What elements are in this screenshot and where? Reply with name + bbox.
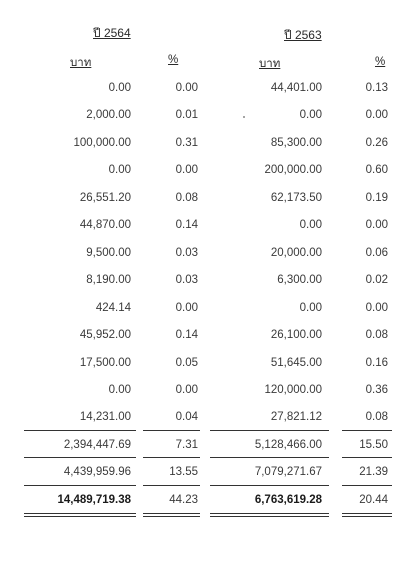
row-8-amount-2564: 8,190.00: [86, 274, 131, 286]
row-4-percent-2564: 0.00: [175, 164, 198, 176]
row-3-amount-2563: 85,300.00: [270, 137, 322, 149]
row-8-percent-2563: 0.02: [365, 274, 388, 286]
row-2-percent-2563: 0.00: [365, 109, 388, 121]
row-4-percent-2563: 0.60: [365, 164, 388, 176]
row-5-amount-2564: 26,551.20: [79, 192, 131, 204]
row-9-amount-2563: 0.00: [299, 302, 322, 314]
row-1-amount-2563: 44,401.00: [270, 82, 322, 94]
row-7-percent-2564: 0.03: [175, 247, 198, 259]
double-rule-total-col1: [24, 513, 136, 517]
row-16-amount-2564: 14,489,719.38: [57, 494, 131, 506]
row-7-amount-2563: 20,000.00: [270, 247, 322, 259]
row-7-percent-2563: 0.06: [365, 247, 388, 259]
row-5-percent-2564: 0.08: [175, 192, 198, 204]
rule-above-subtotal-col3: [210, 430, 329, 431]
rule-above-total-col3: [210, 485, 329, 486]
row-5-amount-2563: 62,173.50: [270, 192, 322, 204]
row-6-percent-2563: 0.00: [365, 219, 388, 231]
row-2-amount-2563: 0.00: [299, 109, 322, 121]
row-13-amount-2563: 27,821.12: [270, 411, 322, 423]
row-10-percent-2563: 0.08: [365, 329, 388, 341]
row-11-amount-2563: 51,645.00: [270, 357, 322, 369]
row-12-amount-2564: 0.00: [108, 384, 131, 396]
row-16-percent-2563: 20.44: [359, 494, 388, 506]
baht-label-2563: บาท: [259, 58, 281, 70]
row-8-percent-2564: 0.03: [175, 274, 198, 286]
row-1-percent-2563: 0.13: [365, 82, 388, 94]
year-2563-header: ปี 2563: [284, 28, 322, 42]
row-11-percent-2563: 0.16: [365, 357, 388, 369]
row-9-percent-2563: 0.00: [365, 302, 388, 314]
row-14-percent-2564: 7.31: [175, 439, 198, 451]
rule-between-subtotals-col1: [24, 457, 136, 458]
rule-above-total-col4: [342, 485, 392, 486]
row-9-amount-2564: 424.14: [95, 302, 131, 314]
row-6-amount-2563: 0.00: [299, 219, 322, 231]
row-12-percent-2564: 0.00: [175, 384, 198, 396]
row-11-amount-2564: 17,500.00: [79, 357, 131, 369]
row-10-percent-2564: 0.14: [175, 329, 198, 341]
double-rule-total-col2: [143, 513, 200, 517]
rule-between-subtotals-col3: [210, 457, 329, 458]
row-6-amount-2564: 44,870.00: [79, 219, 131, 231]
rule-above-subtotal-col2: [143, 430, 200, 431]
row-15-amount-2564: 4,439,959.96: [63, 466, 131, 478]
row-3-percent-2564: 0.31: [175, 137, 198, 149]
rule-above-subtotal-col1: [24, 430, 136, 431]
double-rule-total-col4: [342, 513, 392, 517]
row-1-amount-2564: 0.00: [108, 82, 131, 94]
row-5-percent-2563: 0.19: [365, 192, 388, 204]
row-2-percent-2564: 0.01: [175, 109, 198, 121]
row-12-percent-2563: 0.36: [365, 384, 388, 396]
row-14-amount-2563: 5,128,466.00: [254, 439, 322, 451]
row-3-percent-2563: 0.26: [365, 137, 388, 149]
row-10-amount-2564: 45,952.00: [79, 329, 131, 341]
row-14-amount-2564: 2,394,447.69: [63, 439, 131, 451]
row-2-amount-2564: 2,000.00: [86, 109, 131, 121]
row-13-percent-2564: 0.04: [175, 411, 198, 423]
baht-label-2564: บาท: [70, 57, 92, 69]
row-4-amount-2563: 200,000.00: [264, 164, 322, 176]
year-2564-header: ปี 2564: [93, 26, 131, 40]
row-11-percent-2564: 0.05: [175, 357, 198, 369]
row-12-amount-2563: 120,000.00: [264, 384, 322, 396]
rule-between-subtotals-col2: [143, 457, 200, 458]
row-14-percent-2563: 15.50: [359, 439, 388, 451]
row-9-percent-2564: 0.00: [175, 302, 198, 314]
row-4-amount-2564: 0.00: [108, 164, 131, 176]
row-13-amount-2564: 14,231.00: [79, 411, 131, 423]
row-7-amount-2564: 9,500.00: [86, 247, 131, 259]
double-rule-total-col3: [210, 513, 329, 517]
row-8-amount-2563: 6,300.00: [277, 274, 322, 286]
row-16-percent-2564: 44.23: [169, 494, 198, 506]
rule-above-total-col1: [24, 485, 136, 486]
row-16-amount-2563: 6,763,619.28: [254, 494, 322, 506]
percent-label-2563: %: [375, 56, 386, 68]
row-15-amount-2563: 7,079,271.67: [254, 466, 322, 478]
row-13-percent-2563: 0.08: [365, 411, 388, 423]
percent-label-2564: %: [168, 54, 179, 66]
row-3-amount-2564: 100,000.00: [73, 137, 131, 149]
row-1-percent-2564: 0.00: [175, 82, 198, 94]
row-10-amount-2563: 26,100.00: [270, 329, 322, 341]
row-6-percent-2564: 0.14: [175, 219, 198, 231]
row-15-percent-2563: 21.39: [359, 466, 388, 478]
row-15-percent-2564: 13.55: [169, 466, 198, 478]
rule-above-subtotal-col4: [342, 430, 392, 431]
rule-above-total-col2: [143, 485, 200, 486]
rule-between-subtotals-col4: [342, 457, 392, 458]
